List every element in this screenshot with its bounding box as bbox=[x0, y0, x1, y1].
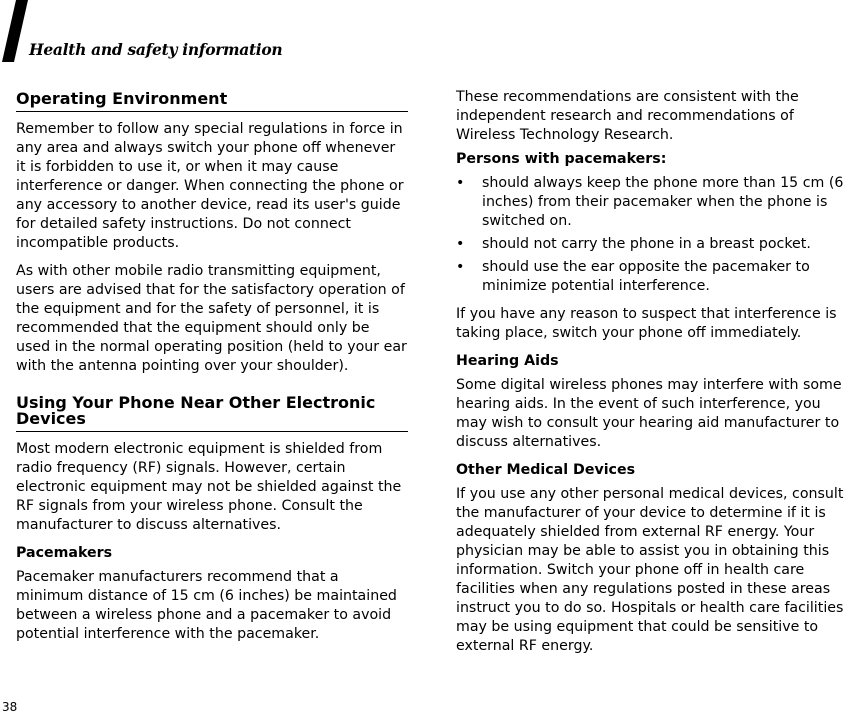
paragraph-interference-advice: If you have any reason to suspect that interference is taking place, switch your phone off immediately. bbox=[456, 306, 837, 341]
paragraph-operating-environment-1: Remember to follow any special regulations in force in any area and always switch your phone off whenever it is forbidden to use it, or when it may cause interference or danger. When connecting the phone or any accessory to another device, read its user's guide for detailed safety instructions. Do not connect incompatible products. bbox=[16, 121, 404, 251]
paragraph-recommendations-intro: These recommendations are consistent with the independent research and recommendations of Wireless Technology Research. bbox=[456, 89, 799, 143]
bullet-icon: • bbox=[456, 175, 465, 191]
page-number: 38 bbox=[2, 700, 18, 714]
running-header-title: Health and safety information bbox=[29, 40, 283, 59]
section-title-operating-environment: Operating Environment bbox=[16, 91, 408, 112]
bullet-icon: • bbox=[456, 236, 465, 252]
list-item bbox=[456, 174, 844, 231]
paragraph-operating-environment-2: As with other mobile radio transmitting equipment, users are advised that for the satisfactory operation of the equipment and for the safety of personnel, it is recommended that the equipment should only be used in the normal operating position (held to your ear with the antenna pointing over your shoulder). bbox=[16, 263, 407, 374]
list-item-text: should always keep the phone more than 15 cm (6 inches) from their pacemaker when the phone is switched on. bbox=[482, 175, 844, 229]
list-item bbox=[456, 235, 844, 254]
subheading-other-medical-devices: Other Medical Devices bbox=[456, 462, 636, 478]
left-column bbox=[16, 88, 408, 644]
paragraph-electronic-devices: Most modern electronic equipment is shielded from radio frequency (RF) signals. However, certain electronic equipment may not be shielded against the RF signals from your wireless phone. Consult the manufacturer to discuss alternatives. bbox=[16, 441, 402, 533]
list-item-text: should not carry the phone in a breast pocket. bbox=[482, 236, 811, 252]
subheading-pacemakers: Pacemakers bbox=[16, 545, 113, 561]
subheading-hearing-aids: Hearing Aids bbox=[456, 353, 559, 369]
right-column bbox=[456, 88, 844, 656]
pacemaker-bullet-list bbox=[456, 174, 844, 296]
paragraph-pacemakers: Pacemaker manufacturers recommend that a minimum distance of 15 cm (6 inches) be maintained between a wireless phone and a pacemaker to avoid potential interference with the pacemaker. bbox=[16, 569, 397, 642]
list-item bbox=[456, 258, 844, 296]
subheading-persons-with-pacemakers: Persons with pacemakers: bbox=[456, 151, 667, 167]
paragraph-hearing-aids: Some digital wireless phones may interfere with some hearing aids. In the event of such interference, you may wish to consult your hearing aid manufacturer to discuss alternatives. bbox=[456, 377, 842, 450]
bullet-icon: • bbox=[456, 259, 465, 275]
section-title-electronic-devices: Using Your Phone Near Other Electronic Devices bbox=[16, 395, 408, 432]
list-item-text: should use the ear opposite the pacemaker to minimize potential interference. bbox=[482, 259, 810, 294]
paragraph-other-medical-devices: If you use any other personal medical devices, consult the manufacturer of your device to determine if it is adequately shielded from external RF energy. Your physician may be able to assist you in obtaining this information. Switch your phone off in health care facilities when any regulations posted in these areas instruct you to do so. Hospitals or health care facilities may be using equipment that could be sensitive to external RF energy. bbox=[456, 486, 844, 654]
header-bar-graphic bbox=[2, 0, 28, 62]
